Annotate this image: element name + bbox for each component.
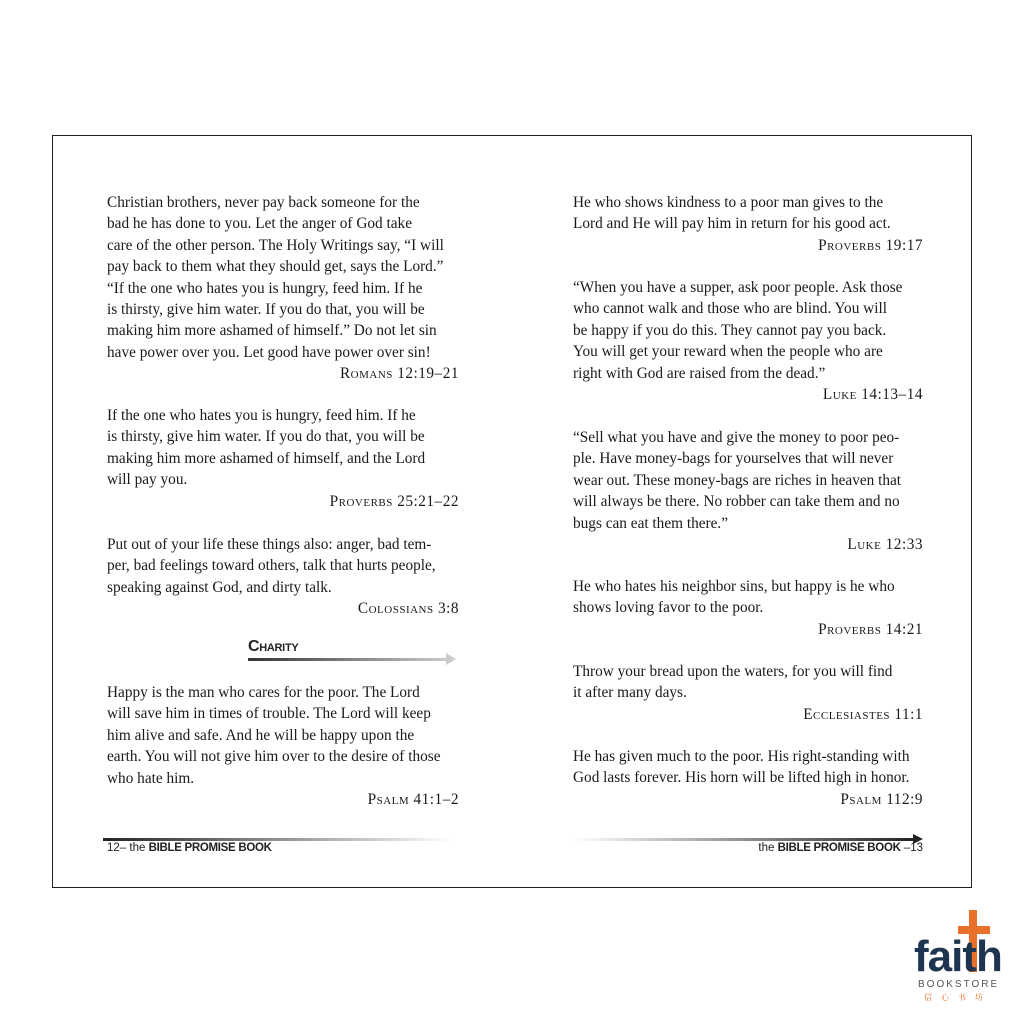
passage-line: Christian brothers, never pay back someone for the xyxy=(107,194,420,211)
footer-rule-left xyxy=(103,838,453,841)
scripture-reference: Proverbs 14:21 xyxy=(818,620,923,638)
faith-bookstore-logo xyxy=(912,908,1012,1008)
scripture-reference: Ecclesiastes 11:1 xyxy=(803,705,923,723)
passage-line: If the one who hates you is hungry, feed him. If he xyxy=(107,407,416,424)
arrow-head-icon xyxy=(446,653,456,665)
scripture-passage xyxy=(107,192,459,385)
passage-line: shows loving favor to the poor. xyxy=(573,599,764,617)
passage-line: You will get your reward when the people who are xyxy=(573,343,883,361)
passage-line: “If the one who hates you is hungry, feed him. If he xyxy=(107,279,423,297)
passage-line: Put out of your life these things also: anger, bad tem- xyxy=(107,536,432,553)
scripture-passage xyxy=(573,277,923,405)
logo-word: faith xyxy=(914,932,1002,981)
passage-line: He has given much to the poor. His right-standing with xyxy=(573,748,910,765)
footer-right xyxy=(758,842,923,854)
passage-line: making him more ashamed of himself, and the Lord xyxy=(107,449,426,467)
page-number-left: 12– xyxy=(107,842,127,854)
passage-line: Lord and He will pay him in return for his good act. xyxy=(573,215,891,233)
footer-the: the xyxy=(758,842,775,854)
passage-line: bad he has done to you. Let the anger of God take xyxy=(107,215,412,233)
scripture-passage xyxy=(573,661,923,725)
scripture-reference: Luke 14:13–14 xyxy=(822,385,923,403)
passage-line: Happy is the man who cares for the poor. The Lord xyxy=(107,684,420,701)
section-heading-charity xyxy=(248,638,458,664)
passage-line: He who shows kindness to a poor man gives to the xyxy=(573,194,884,211)
heading-underline-arrow xyxy=(248,658,448,661)
passage-line: earth. You will not give him over to the desire of those xyxy=(107,748,441,766)
scripture-passage xyxy=(107,405,459,512)
scripture-passage xyxy=(573,746,923,810)
passage-line: making him more ashamed of himself.” Do not let sin xyxy=(107,322,437,340)
scripture-reference: Colossians 3:8 xyxy=(357,600,459,618)
passage-line: will save him in times of trouble. The Lord will keep xyxy=(107,705,431,723)
passage-line: it after many days. xyxy=(573,684,687,702)
passage-line: He who hates his neighbor sins, but happy is he who xyxy=(573,578,895,595)
passage-line: who cannot walk and those who are blind. You will xyxy=(573,300,887,318)
scripture-passage xyxy=(573,576,923,640)
scripture-reference: Proverbs 19:17 xyxy=(818,236,923,254)
passage-line: ple. Have money-bags for yourselves that will never xyxy=(573,450,894,468)
scripture-passage xyxy=(573,427,923,555)
passage-line: care of the other person. The Holy Writings say, “I will xyxy=(107,236,444,254)
scripture-reference: Romans 12:19–21 xyxy=(339,365,459,383)
footer-book-title: BIBLE PROMISE BOOK xyxy=(148,842,272,854)
heading-text: Charity xyxy=(248,638,299,655)
footer-the: the xyxy=(129,842,146,854)
passage-line: is thirsty, give him water. If you do that, you will be xyxy=(107,300,425,318)
scripture-reference: Proverbs 25:21–22 xyxy=(329,492,459,510)
scripture-passage xyxy=(573,192,923,256)
passage-line: be happy if you do this. They cannot pay you back. xyxy=(573,321,887,339)
passage-line: will always be there. No robber can take them and no xyxy=(573,493,900,511)
scripture-reference: Luke 12:33 xyxy=(847,535,923,553)
passage-line: right with God are raised from the dead.” xyxy=(573,364,826,382)
passage-line: speaking against God, and dirty talk. xyxy=(107,578,332,596)
passage-line: per, bad feelings toward others, talk that hurts people, xyxy=(107,557,436,575)
scripture-passage xyxy=(107,534,459,620)
passage-line: have power over you. Let good have power over sin! xyxy=(107,343,431,361)
passage-line: bugs can eat them there.” xyxy=(573,514,729,532)
passage-line: him alive and safe. And he will be happy upon the xyxy=(107,726,415,744)
footer-book-title: BIBLE PROMISE BOOK xyxy=(777,842,901,854)
passage-line: will pay you. xyxy=(107,471,188,489)
passage-line: “Sell what you have and give the money to poor peo- xyxy=(573,429,900,446)
passage-line: is thirsty, give him water. If you do that, you will be xyxy=(107,428,425,446)
scripture-reference: Psalm 41:1–2 xyxy=(367,790,459,808)
logo-chinese: 信心书坊 xyxy=(924,993,992,1002)
passage-line: Throw your bread upon the waters, for you will find xyxy=(573,663,893,680)
passage-line: God lasts forever. His horn will be lifted high in honor. xyxy=(573,769,910,787)
passage-line: pay back to them what they should get, says the Lord.” xyxy=(107,258,444,276)
logo-subtitle: BOOKSTORE xyxy=(918,979,1000,990)
passage-line: “When you have a supper, ask poor people. Ask those xyxy=(573,279,903,296)
footer-rule-right xyxy=(573,838,915,841)
page-number-right: –13 xyxy=(903,842,923,854)
footer-left xyxy=(107,842,272,854)
scripture-reference: Psalm 112:9 xyxy=(840,790,923,808)
scripture-passage xyxy=(107,682,459,810)
passage-line: who hate him. xyxy=(107,769,195,787)
passage-line: wear out. These money-bags are riches in heaven that xyxy=(573,471,902,489)
